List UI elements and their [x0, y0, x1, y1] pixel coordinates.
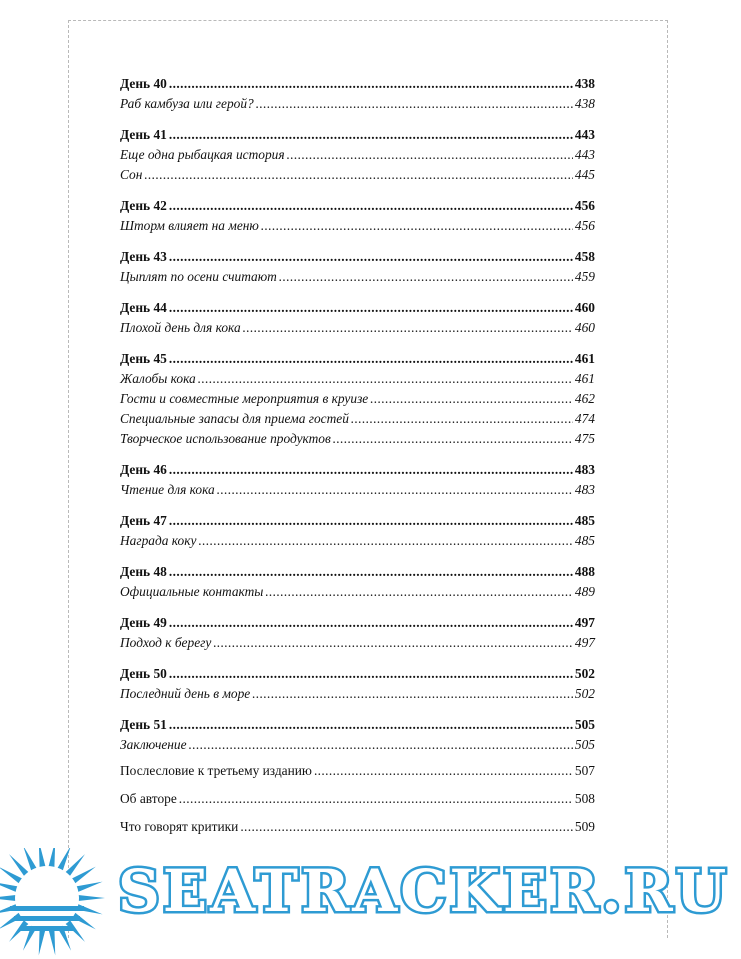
dot-leader	[243, 318, 573, 338]
toc-back-matter-item	[120, 789, 595, 809]
entry-title: День 40	[120, 76, 167, 91]
entry-title: Послесловие к третьему изданию	[120, 763, 312, 778]
dot-leader	[314, 761, 573, 781]
entry-page: 507	[574, 763, 595, 778]
entry-page: 456	[574, 218, 595, 233]
entry-title: День 47	[120, 513, 167, 528]
entry-title: Подход к берегу	[120, 635, 212, 650]
entry-page: 488	[574, 564, 595, 579]
entry-title: Цыплят по осени считают	[120, 269, 277, 284]
entry-title: День 45	[120, 351, 167, 366]
toc-sub-entry[interactable]	[120, 735, 595, 755]
entry-page: 456	[574, 198, 595, 213]
toc-sub-entry[interactable]	[120, 582, 595, 602]
dot-leader	[256, 94, 573, 114]
toc-back-matter-entry[interactable]	[120, 761, 595, 781]
entry-title: Творческое использование продуктов	[120, 431, 331, 446]
entry-page: 462	[574, 391, 595, 406]
entry-title: День 49	[120, 615, 167, 630]
toc-sub-entry[interactable]	[120, 480, 595, 500]
entry-title: Официальные контакты	[120, 584, 264, 599]
dot-leader	[169, 125, 573, 145]
entry-page: 458	[574, 249, 595, 264]
entry-page: 445	[574, 167, 595, 182]
toc-day-entry[interactable]	[120, 298, 595, 318]
toc-day-entry[interactable]	[120, 247, 595, 267]
dot-leader	[169, 196, 573, 216]
dot-leader	[189, 735, 573, 755]
toc-back-matter-entry[interactable]	[120, 817, 595, 837]
dot-leader	[169, 613, 573, 633]
entry-page: 485	[574, 513, 595, 528]
entry-title: Шторм влияет на меню	[120, 218, 259, 233]
entry-title: День 41	[120, 127, 167, 142]
toc-sub-entry[interactable]	[120, 429, 595, 449]
dot-leader	[333, 429, 573, 449]
entry-title: Об авторе	[120, 791, 177, 806]
watermark-text: SEATRACKER.RU	[118, 857, 730, 925]
toc-sub-entry[interactable]	[120, 145, 595, 165]
toc-day-group	[120, 196, 595, 236]
entry-page: 443	[574, 147, 595, 162]
entry-page: 505	[574, 737, 595, 752]
entry-page: 489	[574, 584, 595, 599]
toc-sub-entry[interactable]	[120, 369, 595, 389]
dot-leader	[169, 349, 573, 369]
toc-sub-entry[interactable]	[120, 531, 595, 551]
toc-sub-entry[interactable]	[120, 267, 595, 287]
toc-day-group	[120, 298, 595, 338]
entry-page: 485	[574, 533, 595, 548]
entry-title: Что говорят критики	[120, 819, 239, 834]
toc-day-entry[interactable]	[120, 74, 595, 94]
entry-page: 502	[574, 686, 595, 701]
toc-day-entry[interactable]	[120, 460, 595, 480]
toc-sub-entry[interactable]	[120, 684, 595, 704]
entry-page: 497	[574, 635, 595, 650]
dot-leader	[213, 633, 573, 653]
toc-sub-entry[interactable]	[120, 633, 595, 653]
dot-leader	[252, 684, 573, 704]
toc-sub-entry[interactable]	[120, 94, 595, 114]
entry-page: 483	[574, 482, 595, 497]
entry-title: Жалобы кока	[120, 371, 196, 386]
dot-leader	[261, 216, 573, 236]
sun-ray	[75, 895, 105, 902]
table-of-contents	[120, 74, 595, 845]
toc-day-group	[120, 125, 595, 185]
entry-page: 502	[574, 666, 595, 681]
dot-leader	[179, 789, 573, 809]
entry-title: Чтение для кока	[120, 482, 215, 497]
toc-day-entry[interactable]	[120, 349, 595, 369]
entry-page: 505	[574, 717, 595, 732]
dot-leader	[169, 562, 573, 582]
dot-leader	[169, 511, 573, 531]
sun-burst-logo-icon	[0, 848, 117, 959]
entry-page: 459	[574, 269, 595, 284]
entry-title: День 50	[120, 666, 167, 681]
entry-page: 438	[574, 96, 595, 111]
dot-leader	[240, 817, 573, 837]
toc-sub-entry[interactable]	[120, 389, 595, 409]
entry-page: 461	[574, 371, 595, 386]
entry-page: 460	[574, 320, 595, 335]
toc-day-entry[interactable]	[120, 125, 595, 145]
toc-sub-entry[interactable]	[120, 216, 595, 236]
toc-sub-entry[interactable]	[120, 409, 595, 429]
toc-day-entry[interactable]	[120, 196, 595, 216]
entry-page: 474	[574, 411, 595, 426]
dot-leader	[279, 267, 573, 287]
entry-title: День 44	[120, 300, 167, 315]
toc-day-group	[120, 460, 595, 500]
entry-title: Последний день в море	[120, 686, 251, 701]
toc-back-matter-item	[120, 761, 595, 781]
entry-title: День 51	[120, 717, 167, 732]
entry-title: Награда коку	[120, 533, 197, 548]
dot-leader	[198, 531, 572, 551]
entry-title: Сон	[120, 167, 143, 182]
toc-day-group	[120, 511, 595, 551]
dot-leader	[169, 298, 573, 318]
toc-back-matter-item	[120, 817, 595, 837]
entry-page: 497	[574, 615, 595, 630]
entry-title: День 42	[120, 198, 167, 213]
entry-title: Еще одна рыбацкая история	[120, 147, 285, 162]
toc-day-group	[120, 715, 595, 755]
entry-page: 509	[574, 819, 595, 834]
toc-day-entry[interactable]	[120, 511, 595, 531]
toc-sub-entry[interactable]	[120, 165, 595, 185]
toc-day-entry[interactable]	[120, 613, 595, 633]
entry-page: 460	[574, 300, 595, 315]
entry-page: 508	[574, 791, 595, 806]
toc-day-group	[120, 349, 595, 449]
toc-day-group	[120, 613, 595, 653]
entry-title: День 43	[120, 249, 167, 264]
toc-day-entry[interactable]	[120, 562, 595, 582]
dot-leader	[351, 409, 573, 429]
toc-day-group	[120, 74, 595, 114]
entry-title: День 46	[120, 462, 167, 477]
toc-back-matter-entry[interactable]	[120, 789, 595, 809]
dot-leader	[287, 145, 573, 165]
dot-leader	[169, 74, 573, 94]
entry-page: 443	[574, 127, 595, 142]
dot-leader	[169, 715, 573, 735]
entry-title: День 48	[120, 564, 167, 579]
toc-sub-entry[interactable]	[120, 318, 595, 338]
entry-title: Плохой день для кока	[120, 320, 241, 335]
entry-title: Раб камбуза или герой?	[120, 96, 254, 111]
dot-leader	[169, 460, 573, 480]
toc-day-group	[120, 664, 595, 704]
dot-leader	[265, 582, 573, 602]
entry-title: Специальные запасы для приема гостей	[120, 411, 349, 426]
toc-day-entry[interactable]	[120, 664, 595, 684]
entry-page: 483	[574, 462, 595, 477]
toc-day-group	[120, 247, 595, 287]
dot-leader	[169, 247, 573, 267]
dot-leader	[169, 664, 573, 684]
toc-day-entry[interactable]	[120, 715, 595, 735]
dot-leader	[370, 389, 573, 409]
toc-day-group	[120, 562, 595, 602]
entry-page: 461	[574, 351, 595, 366]
dot-leader	[144, 165, 573, 185]
dot-leader	[217, 480, 573, 500]
entry-title: Гости и совместные мероприятия в круизе	[120, 391, 369, 406]
entry-title: Заключение	[120, 737, 187, 752]
entry-page: 475	[574, 431, 595, 446]
entry-page: 438	[574, 76, 595, 91]
dot-leader	[198, 369, 573, 389]
